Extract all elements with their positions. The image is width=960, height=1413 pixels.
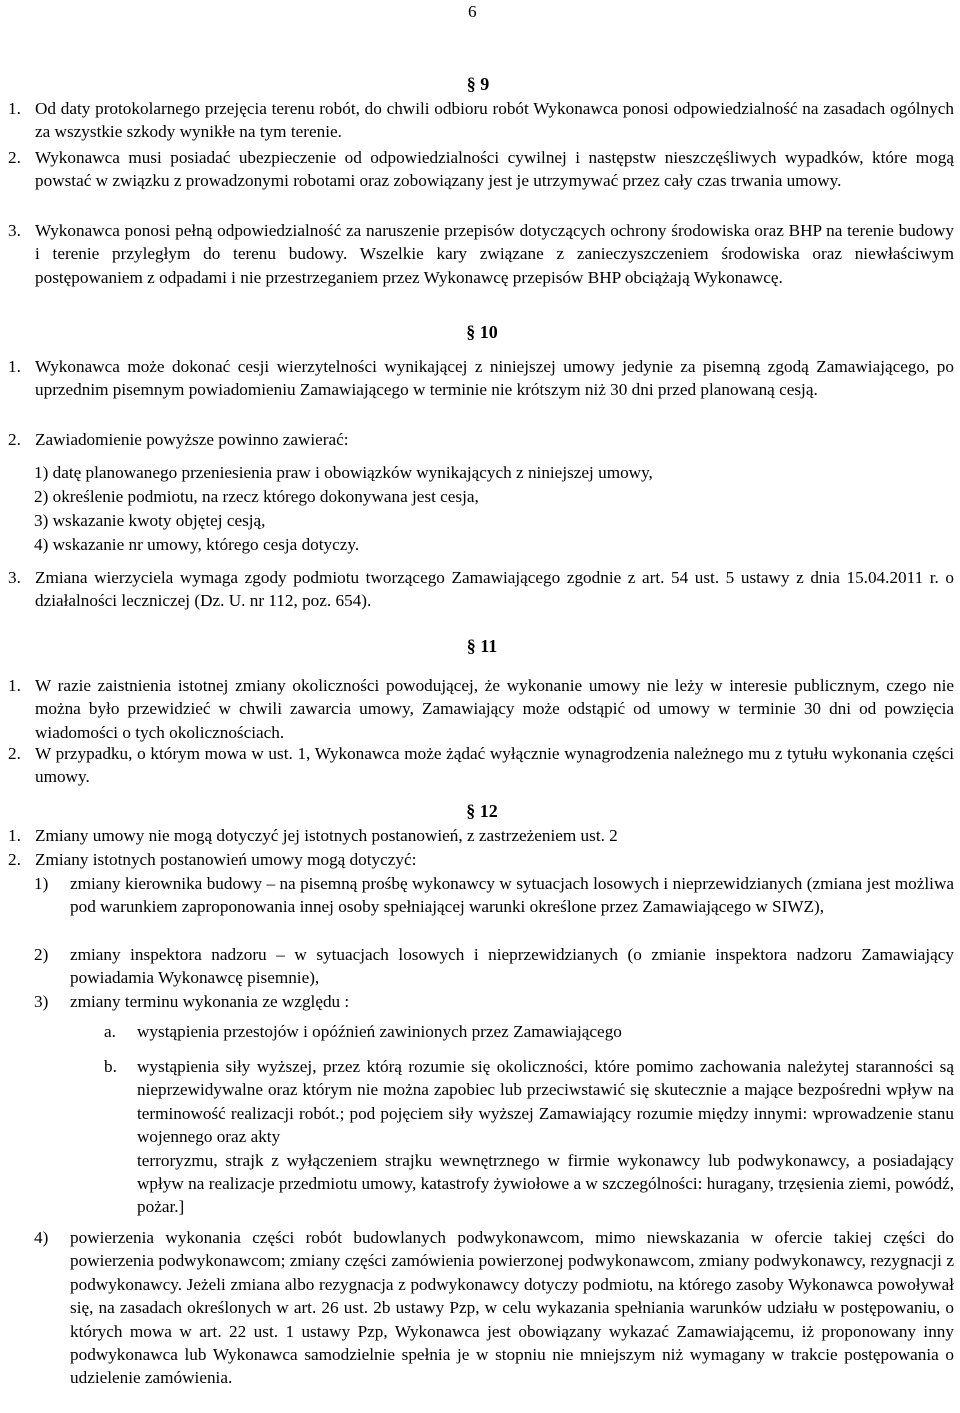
s10-list-item: 1) datę planowanego przeniesienia praw i obowiązków wynikających z niniejszej umowy, (34, 463, 653, 482)
subitem-text-cont: terroryzmu, strajk z wyłączeniem strajku wewnętrznego w firmie wykonawcy lub podwykonawcy, a posiadający wpływ na realizacje przedmiotu umowy, katastrofy żywiołowe a w szczególności: huragany, trzęsienia ziemi, powódź, pożar.] (137, 1150, 954, 1217)
para-number: 1. (8, 99, 21, 118)
para-number: 1. (8, 676, 21, 695)
s10-list-item: 3) wskazanie kwoty objętej cesją, (34, 511, 266, 530)
item-number: 2) (34, 945, 49, 964)
s12-item-1 (34, 872, 954, 919)
para-number: 1. (8, 357, 21, 376)
page-number: 6 (468, 2, 477, 21)
para-text: Zawiadomienie powyższe powinno zawierać: (35, 430, 349, 449)
subitem-letter: a. (104, 1022, 116, 1041)
s12-para-1 (8, 824, 954, 847)
item-text: zmiany inspektora nadzoru – w sytuacjach losowych i nieprzewidzianych (o zmianie inspektora nadzoru Zamawiający powiadamia Wykonawcę pisemnie), (70, 945, 954, 988)
subitem-text: wystąpienia przestojów i opóźnień zawinionych przez Zamawiającego (137, 1022, 622, 1041)
para-number: 1. (8, 826, 21, 845)
section-title-9: § 9 (466, 74, 490, 94)
para-text: Wykonawca musi posiadać ubezpieczenie od odpowiedzialności cywilnej i następstw nieszczęśliwych wypadków, które mogą powstać w związku z prowadzonymi robotami oraz zobowiązany jest je utrzymywać przez cały czas trwania umowy. (35, 148, 954, 191)
item-text: zmiany kierownika budowy – na pisemną prośbę wykonawcy w sytuacjach losowych i nieprzewidzianych (zmiana jest możliwa pod warunkiem zaproponowania innej osoby spełniającej warunki określone przez Zamawiającego w SIWZ), (70, 874, 954, 917)
item-text: powierzenia wykonania części robót budowlanych podwykonawcom, mimo niewskazania w ofercie takiej części do powierzenia podwykonawcom; zmiany części zamówienia powierzonej podwykonawcom, zmiany podwykonawcy, rezygnacji z podwykonawcy. Jeżeli zmiana albo rezygnacja z podwykonawcy dotyczy podmiotu, na którego zasoby Wykonawca powoływał się, na zasadach określonych w art. 26 ust. 2b ustawy Pzp, w celu wykazania spełniania warunków udziału w postępowaniu, o których mowa w art. 22 ust. 1 ustawy Pzp, Wykonawca jest obowiązany wykazać Zamawiającemu, iż proponowany inny podwykonawca lub Wykonawca samodzielnie spełnia je w stopniu nie mniejszym niż wymagany w trakcie postępowania o udzielenie zamówienia. (70, 1228, 954, 1388)
section-title-10: § 10 (466, 322, 498, 342)
para-text: Zmiany umowy nie mogą dotyczyć jej istotnych postanowień, z zastrzeżeniem ust. 2 (35, 826, 618, 845)
para-text: Wykonawca ponosi pełną odpowiedzialność za naruszenie przepisów dotyczących ochrony środowiska oraz BHP na terenie budowy i terenie przyległym do terenu budowy. Wszelkie kary związane z zanieczyszczeniem środowiska oraz niewłaściwym postępowaniem z odpadami i nie przestrzeganiem przez Wykonawcę przepisów BHP obciążają Wykonawcę. (35, 221, 954, 287)
s11-para-1 (8, 674, 954, 744)
para-number: 2. (8, 744, 21, 763)
s12-item-2 (34, 943, 954, 990)
item-number: 3) (34, 992, 49, 1011)
s10-para-2 (8, 428, 954, 451)
para-number: 2. (8, 148, 21, 167)
para-text: Wykonawca może dokonać cesji wierzytelności wynikającej z niniejszej umowy jedynie za pisemną zgodą Zamawiającego, po uprzednim pisemnym powiadomieniu Zamawiającego w terminie nie krótszym niż 30 dni przed planowaną cesją. (35, 357, 954, 400)
s10-list-item: 4) wskazanie nr umowy, którego cesja dotyczy. (34, 535, 360, 554)
subitem-text: wystąpienia siły wyższej, przez którą rozumie się okoliczności, które pomimo zachowania należytej staranności są nieprzewidywalne oraz którym nie można zapobiec lub przeciwstawić się skutecznie a mające bezpośredni wpływ na terminowość realizacji robót.; pod pojęciem siły wyższej Zamawiający rozumie między innymi: wprowadzenie stanu wojennego oraz akty (137, 1057, 954, 1147)
s10-para-3 (8, 566, 954, 613)
s10-para-1 (8, 355, 954, 402)
s10-list-item: 2) określenie podmiotu, na rzecz którego dokonywana jest cesja, (34, 487, 479, 506)
s9-para-3 (8, 219, 954, 289)
para-text: W przypadku, o którym mowa w ust. 1, Wykonawca może żądać wyłącznie wynagrodzenia należnego mu z tytułu wykonania części umowy. (35, 744, 954, 787)
item-text: zmiany terminu wykonania ze względu : (70, 992, 350, 1011)
s12-para-2 (8, 848, 954, 871)
s11-para-2 (8, 742, 954, 789)
s12-subitem-a (104, 1020, 954, 1043)
s9-para-2 (8, 146, 954, 193)
s9-para-1 (8, 97, 954, 144)
item-number: 4) (34, 1228, 49, 1247)
para-text: Zmiana wierzyciela wymaga zgody podmiotu tworzącego Zamawiającego zgodnie z art. 54 ust. 5 ustawy z dnia 15.04.2011 r. o działalności leczniczej (Dz. U. nr 112, poz. 654). (35, 568, 954, 611)
item-number: 1) (34, 874, 49, 893)
section-title-11: § 11 (466, 636, 498, 656)
s12-subitem-b (104, 1055, 954, 1219)
para-text: Od daty protokolarnego przejęcia terenu robót, do chwili odbioru robót Wykonawca ponosi odpowiedzialność na zasadach ogólnych za wszystkie szkody wynikłe na tym terenie. (35, 99, 954, 142)
subitem-letter: b. (104, 1057, 117, 1076)
para-text: Zmiany istotnych postanowień umowy mogą dotyczyć: (35, 850, 417, 869)
s12-item-3 (34, 990, 954, 1013)
s12-item-4 (34, 1226, 954, 1390)
para-number: 3. (8, 568, 21, 587)
para-number: 2. (8, 850, 21, 869)
para-number: 2. (8, 430, 21, 449)
para-number: 3. (8, 221, 21, 240)
section-title-12: § 12 (466, 801, 498, 821)
para-text: W razie zaistnienia istotnej zmiany okoliczności powodującej, że wykonanie umowy nie leży w interesie publicznym, czego nie można było przewidzieć w chwili zawarcia umowy, Zamawiający może odstąpić od umowy w terminie 30 dni od powzięcia wiadomości o tych okolicznościach. (35, 676, 954, 742)
